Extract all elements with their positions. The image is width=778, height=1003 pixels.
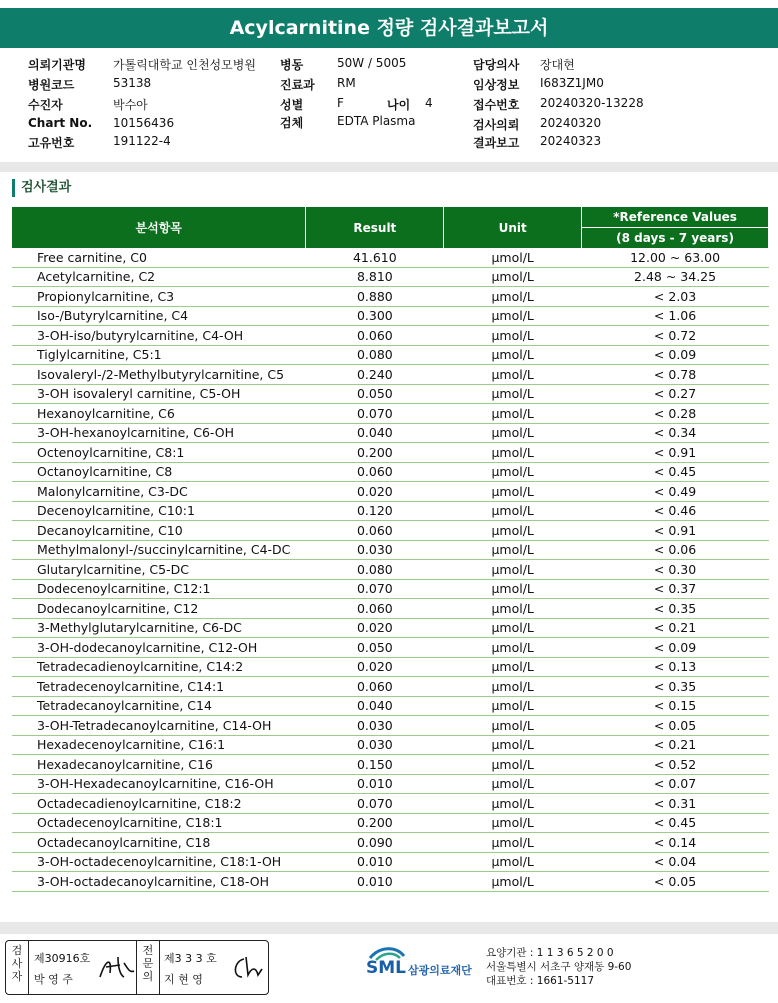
- analyte-name: 3-OH-octadecenoylcarnitine, C18:1-OH: [12, 852, 306, 872]
- reference-value: < 1.06: [582, 306, 769, 326]
- reference-value: < 0.06: [582, 540, 769, 560]
- table-row: [12, 638, 769, 658]
- address: 서울특별시 서초구 양재동 9-60: [486, 961, 632, 973]
- unit-value: μmol/L: [444, 794, 582, 814]
- result-value: 0.040: [306, 696, 444, 716]
- info-value: F: [337, 96, 344, 110]
- info-value: 191122-4: [113, 134, 171, 148]
- unit-value: μmol/L: [444, 579, 582, 599]
- analyte-name: Methylmalonyl-/succinylcarnitine, C4-DC: [12, 540, 306, 560]
- table-row: [12, 365, 769, 385]
- analyte-name: 3-OH-octadecanoylcarnitine, C18-OH: [12, 872, 306, 892]
- table-row: [12, 618, 769, 638]
- reference-value: < 0.09: [582, 345, 769, 365]
- header-reference-range: (8 days - 7 years): [582, 228, 769, 249]
- approver-number: 제3 3 3 호: [164, 952, 217, 965]
- unit-value: μmol/L: [444, 306, 582, 326]
- unit-value: μmol/L: [444, 560, 582, 580]
- results-body: [12, 248, 769, 891]
- result-value: 0.060: [306, 521, 444, 541]
- analyte-name: Free carnitine, C0: [12, 248, 306, 267]
- analyte-name: Octenoylcarnitine, C8:1: [12, 443, 306, 463]
- info-value: 장대현: [540, 58, 575, 72]
- table-row: [12, 404, 769, 424]
- info-value: 20240323: [540, 134, 602, 148]
- table-row: [12, 443, 769, 463]
- tester-signature: [96, 953, 136, 983]
- header-unit: Unit: [444, 207, 582, 248]
- analyte-name: Propionylcarnitine, C3: [12, 287, 306, 307]
- analyte-name: 3-OH-dodecanoylcarnitine, C12-OH: [12, 638, 306, 658]
- analyte-name: Octadecenoylcarnitine, C18:1: [12, 813, 306, 833]
- analyte-name: 3-OH-hexanoylcarnitine, C6-OH: [12, 423, 306, 443]
- org-name: 삼광의료재단: [408, 964, 472, 977]
- reference-value: < 0.31: [582, 794, 769, 814]
- table-row: [12, 267, 769, 287]
- analyte-name: Isovaleryl-/2-Methylbutyrylcarnitine, C5: [12, 365, 306, 385]
- result-value: 0.060: [306, 599, 444, 619]
- reference-value: < 0.91: [582, 443, 769, 463]
- analyte-name: Dodecanoylcarnitine, C12: [12, 599, 306, 619]
- footer-divider: [0, 922, 778, 934]
- reference-value: < 0.46: [582, 501, 769, 521]
- signature-box: [5, 940, 269, 995]
- analyte-name: 3-OH-iso/butyrylcarnitine, C4-OH: [12, 326, 306, 346]
- table-row: [12, 657, 769, 677]
- analyte-name: 3-OH-Hexadecanoylcarnitine, C16-OH: [12, 774, 306, 794]
- reference-value: < 0.05: [582, 716, 769, 736]
- result-value: 0.020: [306, 657, 444, 677]
- unit-value: μmol/L: [444, 482, 582, 502]
- logo-text: SML: [366, 958, 406, 978]
- analyte-name: Tetradecenoylcarnitine, C14:1: [12, 677, 306, 697]
- table-row: [12, 833, 769, 853]
- info-label: 수진자: [28, 98, 63, 112]
- reference-value: < 0.21: [582, 618, 769, 638]
- report-title: Acylcarnitine 정량 검사결과보고서: [0, 8, 778, 48]
- unit-value: μmol/L: [444, 404, 582, 424]
- age-label: 나이: [387, 98, 411, 112]
- table-row: [12, 677, 769, 697]
- unit-value: μmol/L: [444, 345, 582, 365]
- result-value: 0.040: [306, 423, 444, 443]
- result-value: 0.030: [306, 735, 444, 755]
- table-row: [12, 755, 769, 775]
- table-row: [12, 599, 769, 619]
- unit-value: μmol/L: [444, 248, 582, 267]
- analyte-name: Hexanoylcarnitine, C6: [12, 404, 306, 424]
- unit-value: μmol/L: [444, 267, 582, 287]
- unit-value: μmol/L: [444, 462, 582, 482]
- reference-value: < 0.15: [582, 696, 769, 716]
- reference-value: 12.00 ~ 63.00: [582, 248, 769, 267]
- reference-value: < 0.04: [582, 852, 769, 872]
- info-label: 병원코드: [28, 78, 75, 92]
- analyte-name: Iso-/Butyrylcarnitine, C4: [12, 306, 306, 326]
- header-result: Result: [306, 207, 444, 248]
- table-row: [12, 794, 769, 814]
- info-value: 20240320-13228: [540, 96, 644, 110]
- unit-value: μmol/L: [444, 618, 582, 638]
- info-value: 가톨릭대학교 인천성모병원: [113, 58, 256, 72]
- info-label: 검사의뢰: [473, 118, 520, 132]
- table-row: [12, 521, 769, 541]
- footer-contact: [486, 946, 631, 988]
- result-value: 0.070: [306, 404, 444, 424]
- reference-value: < 0.35: [582, 599, 769, 619]
- unit-value: μmol/L: [444, 384, 582, 404]
- unit-value: μmol/L: [444, 735, 582, 755]
- info-value: I683Z1JM0: [540, 76, 604, 90]
- table-row: [12, 540, 769, 560]
- info-label: 성별: [280, 98, 304, 112]
- patient-info: [0, 52, 778, 152]
- unit-value: μmol/L: [444, 755, 582, 775]
- analyte-name: Glutarylcarnitine, C5-DC: [12, 560, 306, 580]
- approver-name: 지 현 영: [164, 973, 203, 986]
- result-value: 0.030: [306, 540, 444, 560]
- info-label: 접수번호: [473, 98, 520, 112]
- unit-value: μmol/L: [444, 443, 582, 463]
- result-value: 0.880: [306, 287, 444, 307]
- table-row: [12, 248, 769, 267]
- reference-value: < 0.34: [582, 423, 769, 443]
- table-row: [12, 774, 769, 794]
- reference-value: < 0.45: [582, 813, 769, 833]
- info-value: 53138: [113, 76, 152, 90]
- unit-value: μmol/L: [444, 326, 582, 346]
- reference-value: < 0.14: [582, 833, 769, 853]
- result-value: 0.060: [306, 462, 444, 482]
- table-row: [12, 423, 769, 443]
- reference-value: < 0.49: [582, 482, 769, 502]
- reference-value: < 0.37: [582, 579, 769, 599]
- info-label: Chart No.: [28, 116, 93, 130]
- unit-value: μmol/L: [444, 774, 582, 794]
- table-row: [12, 482, 769, 502]
- unit-value: μmol/L: [444, 540, 582, 560]
- reference-value: < 0.09: [582, 638, 769, 658]
- result-value: 8.810: [306, 267, 444, 287]
- result-value: 0.070: [306, 579, 444, 599]
- table-row: [12, 813, 769, 833]
- unit-value: μmol/L: [444, 638, 582, 658]
- reference-value: < 0.35: [582, 677, 769, 697]
- table-row: [12, 579, 769, 599]
- unit-value: μmol/L: [444, 423, 582, 443]
- reference-value: < 0.07: [582, 774, 769, 794]
- info-label: 결과보고: [473, 136, 520, 150]
- unit-value: μmol/L: [444, 813, 582, 833]
- header-item: 분석항목: [12, 207, 306, 248]
- result-value: 0.120: [306, 501, 444, 521]
- table-row: [12, 501, 769, 521]
- phone: 대표번호 : 1661-5117: [486, 975, 595, 987]
- result-value: 0.060: [306, 326, 444, 346]
- analyte-name: 3-OH-Tetradecanoylcarnitine, C14-OH: [12, 716, 306, 736]
- info-label: 검체: [280, 116, 304, 130]
- results-table: [12, 207, 769, 892]
- result-value: 0.020: [306, 618, 444, 638]
- info-value: 박수아: [113, 98, 148, 112]
- result-value: 0.070: [306, 794, 444, 814]
- info-value: 20240320: [540, 116, 602, 130]
- analyte-name: Octanoylcarnitine, C8: [12, 462, 306, 482]
- reference-value: < 0.78: [582, 365, 769, 385]
- table-row: [12, 735, 769, 755]
- result-value: 0.240: [306, 365, 444, 385]
- analyte-name: Tiglylcarnitine, C5:1: [12, 345, 306, 365]
- table-row: [12, 384, 769, 404]
- result-value: 0.010: [306, 872, 444, 892]
- table-row: [12, 716, 769, 736]
- info-value: 50W / 5005: [337, 56, 407, 70]
- unit-value: μmol/L: [444, 365, 582, 385]
- info-label: 고유번호: [28, 136, 75, 150]
- table-row: [12, 872, 769, 892]
- analyte-name: 3-Methylglutarylcarnitine, C6-DC: [12, 618, 306, 638]
- section-title: 검사결과: [12, 179, 71, 197]
- tester-label: 검사자: [11, 944, 23, 983]
- info-label: 임상정보: [473, 78, 520, 92]
- approver-label: 전문의: [142, 944, 154, 983]
- result-value: 0.300: [306, 306, 444, 326]
- analyte-name: Hexadecenoylcarnitine, C16:1: [12, 735, 306, 755]
- unit-value: μmol/L: [444, 521, 582, 541]
- analyte-name: Decanoylcarnitine, C10: [12, 521, 306, 541]
- analyte-name: Octadecadienoylcarnitine, C18:2: [12, 794, 306, 814]
- info-value: EDTA Plasma: [337, 114, 416, 128]
- table-row: [12, 326, 769, 346]
- analyte-name: 3-OH isovaleryl carnitine, C5-OH: [12, 384, 306, 404]
- institution-code: 요양기관 : 1 1 3 6 5 2 0 0: [486, 947, 614, 959]
- age-value: 4: [425, 96, 433, 110]
- result-value: 41.610: [306, 248, 444, 267]
- reference-value: < 0.30: [582, 560, 769, 580]
- analyte-name: Dodecenoylcarnitine, C12:1: [12, 579, 306, 599]
- analyte-name: Acetylcarnitine, C2: [12, 267, 306, 287]
- table-row: [12, 345, 769, 365]
- unit-value: μmol/L: [444, 657, 582, 677]
- unit-value: μmol/L: [444, 716, 582, 736]
- info-value: RM: [337, 76, 356, 90]
- unit-value: μmol/L: [444, 501, 582, 521]
- reference-value: < 0.91: [582, 521, 769, 541]
- result-value: 0.150: [306, 755, 444, 775]
- analyte-name: Hexadecanoylcarnitine, C16: [12, 755, 306, 775]
- info-label: 병동: [280, 58, 304, 72]
- reference-value: < 0.52: [582, 755, 769, 775]
- table-row: [12, 287, 769, 307]
- reference-value: < 0.13: [582, 657, 769, 677]
- reference-value: < 2.03: [582, 287, 769, 307]
- unit-value: μmol/L: [444, 852, 582, 872]
- result-value: 0.020: [306, 482, 444, 502]
- result-value: 0.200: [306, 813, 444, 833]
- tester-number: 제30916호: [34, 952, 91, 965]
- info-value: 10156436: [113, 116, 175, 130]
- reference-value: 2.48 ~ 34.25: [582, 267, 769, 287]
- result-value: 0.080: [306, 560, 444, 580]
- table-row: [12, 306, 769, 326]
- result-value: 0.030: [306, 716, 444, 736]
- reference-value: < 0.45: [582, 462, 769, 482]
- result-value: 0.050: [306, 384, 444, 404]
- analyte-name: Malonylcarnitine, C3-DC: [12, 482, 306, 502]
- result-value: 0.050: [306, 638, 444, 658]
- result-value: 0.060: [306, 677, 444, 697]
- analyte-name: Tetradecadienoylcarnitine, C14:2: [12, 657, 306, 677]
- info-label: 진료과: [280, 78, 315, 92]
- result-value: 0.200: [306, 443, 444, 463]
- reference-value: < 0.72: [582, 326, 769, 346]
- unit-value: μmol/L: [444, 287, 582, 307]
- analyte-name: Tetradecanoylcarnitine, C14: [12, 696, 306, 716]
- result-value: 0.010: [306, 852, 444, 872]
- table-row: [12, 560, 769, 580]
- tester-name: 박 영 주: [34, 973, 73, 986]
- table-row: [12, 696, 769, 716]
- reference-value: < 0.27: [582, 384, 769, 404]
- table-row: [12, 852, 769, 872]
- unit-value: μmol/L: [444, 696, 582, 716]
- reference-value: < 0.21: [582, 735, 769, 755]
- info-label: 담당의사: [473, 58, 520, 72]
- analyte-name: Decenoylcarnitine, C10:1: [12, 501, 306, 521]
- sml-logo: [366, 944, 486, 988]
- section-divider: [0, 162, 778, 172]
- table-row: [12, 462, 769, 482]
- reference-value: < 0.28: [582, 404, 769, 424]
- approver-signature: [228, 953, 264, 983]
- reference-value: < 0.05: [582, 872, 769, 892]
- unit-value: μmol/L: [444, 872, 582, 892]
- analyte-name: Octadecanoylcarnitine, C18: [12, 833, 306, 853]
- unit-value: μmol/L: [444, 677, 582, 697]
- unit-value: μmol/L: [444, 599, 582, 619]
- result-value: 0.090: [306, 833, 444, 853]
- result-value: 0.010: [306, 774, 444, 794]
- header-reference: *Reference Values: [582, 207, 769, 228]
- info-label: 의뢰기관명: [28, 58, 86, 72]
- unit-value: μmol/L: [444, 833, 582, 853]
- result-value: 0.080: [306, 345, 444, 365]
